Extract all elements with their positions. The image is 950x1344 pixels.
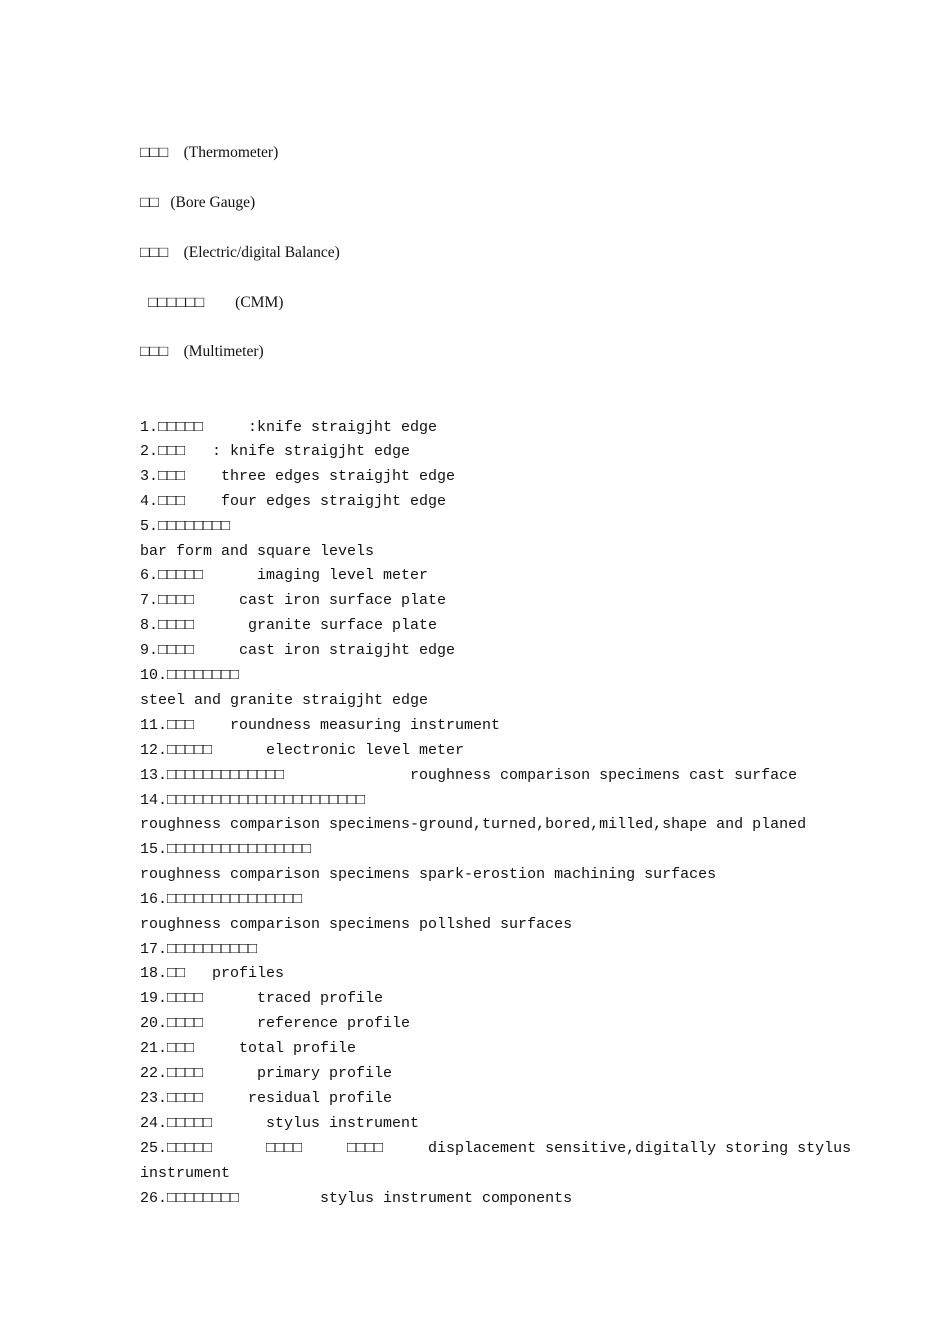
glossary-line: 1.□□□□□ :knife straigjht edge [140,419,438,436]
glossary-line: roughness comparison specimens spark-erostion machining surfaces [140,866,717,883]
glossary-line: 14.□□□□□□□□□□□□□□□□□□□□□□ [140,792,366,809]
glossary-line: 10.□□□□□□□□ [140,667,240,684]
glossary-line: 6.□□□□□ imaging level meter [140,567,429,584]
glossary-line: 22.□□□□ primary profile [140,1065,393,1082]
glossary-line: 8.□□□□ granite surface plate [140,617,438,634]
glossary-line: 24.□□□□□ stylus instrument [140,1115,420,1132]
glossary-line: 18.□□ profiles [140,965,285,982]
glossary-line: 12.□□□□□ electronic level meter [140,742,465,759]
glossary-line: 19.□□□□ traced profile [140,990,384,1007]
glossary-line: 13.□□□□□□□□□□□□□ roughness comparison specimens cast surface [140,767,798,784]
instrument-cmm: □□□□□□ (CMM) [148,294,284,311]
glossary-line: roughness comparison specimens pollshed surfaces [140,916,573,933]
glossary-line: 20.□□□□ reference profile [140,1015,411,1032]
glossary-line: 17.□□□□□□□□□□ [140,941,258,958]
glossary-line: bar form and square levels [140,543,375,560]
glossary-line: steel and granite straigjht edge [140,692,429,709]
glossary-line: 25.□□□□□ □□□□ □□□□ displacement sensitive,digitally storing stylus [140,1140,852,1157]
glossary-line: 4.□□□ four edges straigjht edge [140,493,447,510]
instrument-balance: □□□ (Electric/digital Balance) [140,244,340,261]
glossary-line: 3.□□□ three edges straigjht edge [140,468,456,485]
glossary-line: 21.□□□ total profile [140,1040,357,1057]
glossary-line: 11.□□□ roundness measuring instrument [140,717,501,734]
instrument-multimeter: □□□ (Multimeter) [140,343,264,360]
glossary-line: 23.□□□□ residual profile [140,1090,393,1107]
instrument-thermometer: □□□ (Thermometer) [140,144,279,161]
glossary-line: 9.□□□□ cast iron straigjht edge [140,642,456,659]
instrument-bore-gauge: □□ (Bore Gauge) [140,194,256,211]
glossary-line: 2.□□□ : knife straigjht edge [140,443,411,460]
glossary-line: 7.□□□□ cast iron surface plate [140,592,447,609]
glossary-line: 15.□□□□□□□□□□□□□□□□ [140,841,312,858]
glossary-line: 16.□□□□□□□□□□□□□□□ [140,891,303,908]
glossary-line: 5.□□□□□□□□ [140,518,231,535]
glossary-line: instrument [140,1165,231,1182]
glossary-line: roughness comparison specimens-ground,turned,bored,milled,shape and planed [140,816,807,833]
glossary-line: 26.□□□□□□□□ stylus instrument components [140,1190,573,1207]
